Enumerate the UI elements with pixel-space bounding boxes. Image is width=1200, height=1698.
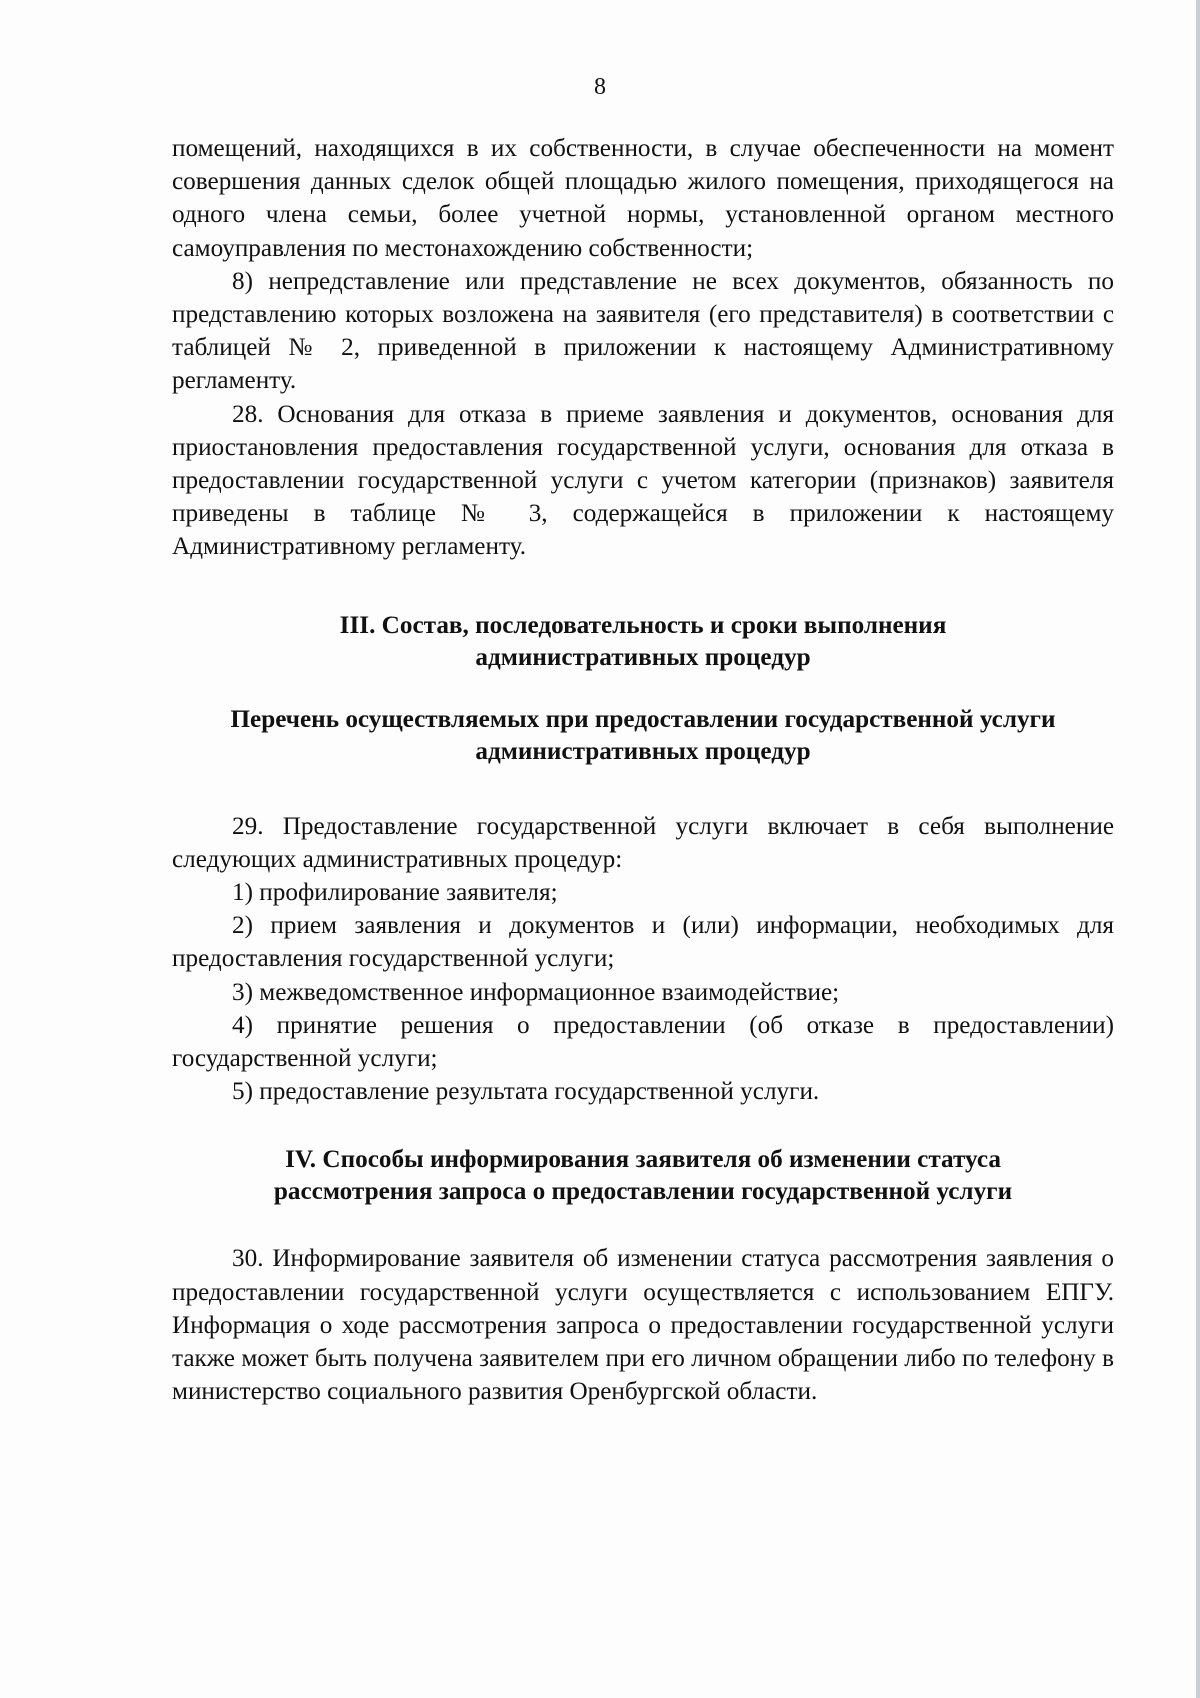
section-3-subtitle-line-1: Перечень осуществляемых при предоставлении государственной услуги	[230, 705, 1056, 733]
paragraph-29-intro: 29. Предоставление государственной услуги включает в себя выполнение следующих административных процедур:	[172, 812, 1114, 873]
section-3-heading	[172, 610, 1114, 674]
page-number: 8	[594, 74, 606, 100]
scan-edge	[1196, 0, 1200, 1698]
section-4-heading	[172, 1144, 1114, 1208]
paragraph-28: 28. Основания для отказа в приеме заявления и документов, основания для приостановления предоставления государственной услуги, основания для отказа в предоставлении государственной услуги с учетом категории (признаков) заявителя приведены в таблице № 3, содержащейся в приложении к настоящему Административному регламенту.	[172, 400, 1114, 561]
section-3-title-line-2: административных процедур	[475, 643, 811, 671]
continuation-paragraph: помещений, находящихся в их собственности, в случае обеспеченности на момент совершения данных сделок общей площадью жилого помещения, приходящегося на одного члена семьи, более учетной нормы, установленной органом местного самоуправления по местонахождению собственности;	[172, 135, 1114, 262]
procedure-item-3: 3) межведомственное информационное взаимодействие;	[232, 978, 840, 1006]
paragraph-30: 30. Информирование заявителя об изменении статуса рассмотрения заявления о предоставлении государственной услуги осуществляется с использованием ЕПГУ. Информация о ходе рассмотрения запроса о предоставлении государственной услуги также может быть получена заявителем при его личном обращении либо по телефону в министерство социального развития Оренбургской области.	[172, 1245, 1114, 1406]
section-3-subheading	[172, 704, 1114, 768]
procedure-item-1: 1) профилирование заявителя;	[232, 879, 558, 907]
page-content	[172, 132, 1114, 1408]
section-3-subtitle-line-2: административных процедур	[475, 737, 811, 765]
procedure-item-5: 5) предоставление результата государственной услуги.	[232, 1078, 820, 1106]
procedure-item-2: 2) прием заявления и документов и (или) информации, необходимых для предоставления государственной услуги;	[172, 912, 1114, 973]
procedure-item-4: 4) принятие решения о предоставлении (об отказе в предоставлении) государственной услуги;	[172, 1011, 1114, 1073]
section-4-title-line-1: IV. Способы информирования заявителя об изменении статуса	[285, 1146, 1001, 1174]
section-3-title-line-1: III. Состав, последовательность и сроки выполнения	[339, 611, 947, 639]
list-item-8: 8) непредставление или представление не всех документов, обязанность по представлению которых возложена на заявителя (его представителя) в соответствии с таблицей № 2, приведенной в приложении к настоящему Административному регламенту.	[172, 267, 1114, 395]
section-4-title-line-2: рассмотрения запроса о предоставлении государственной услуги	[273, 1178, 1013, 1206]
